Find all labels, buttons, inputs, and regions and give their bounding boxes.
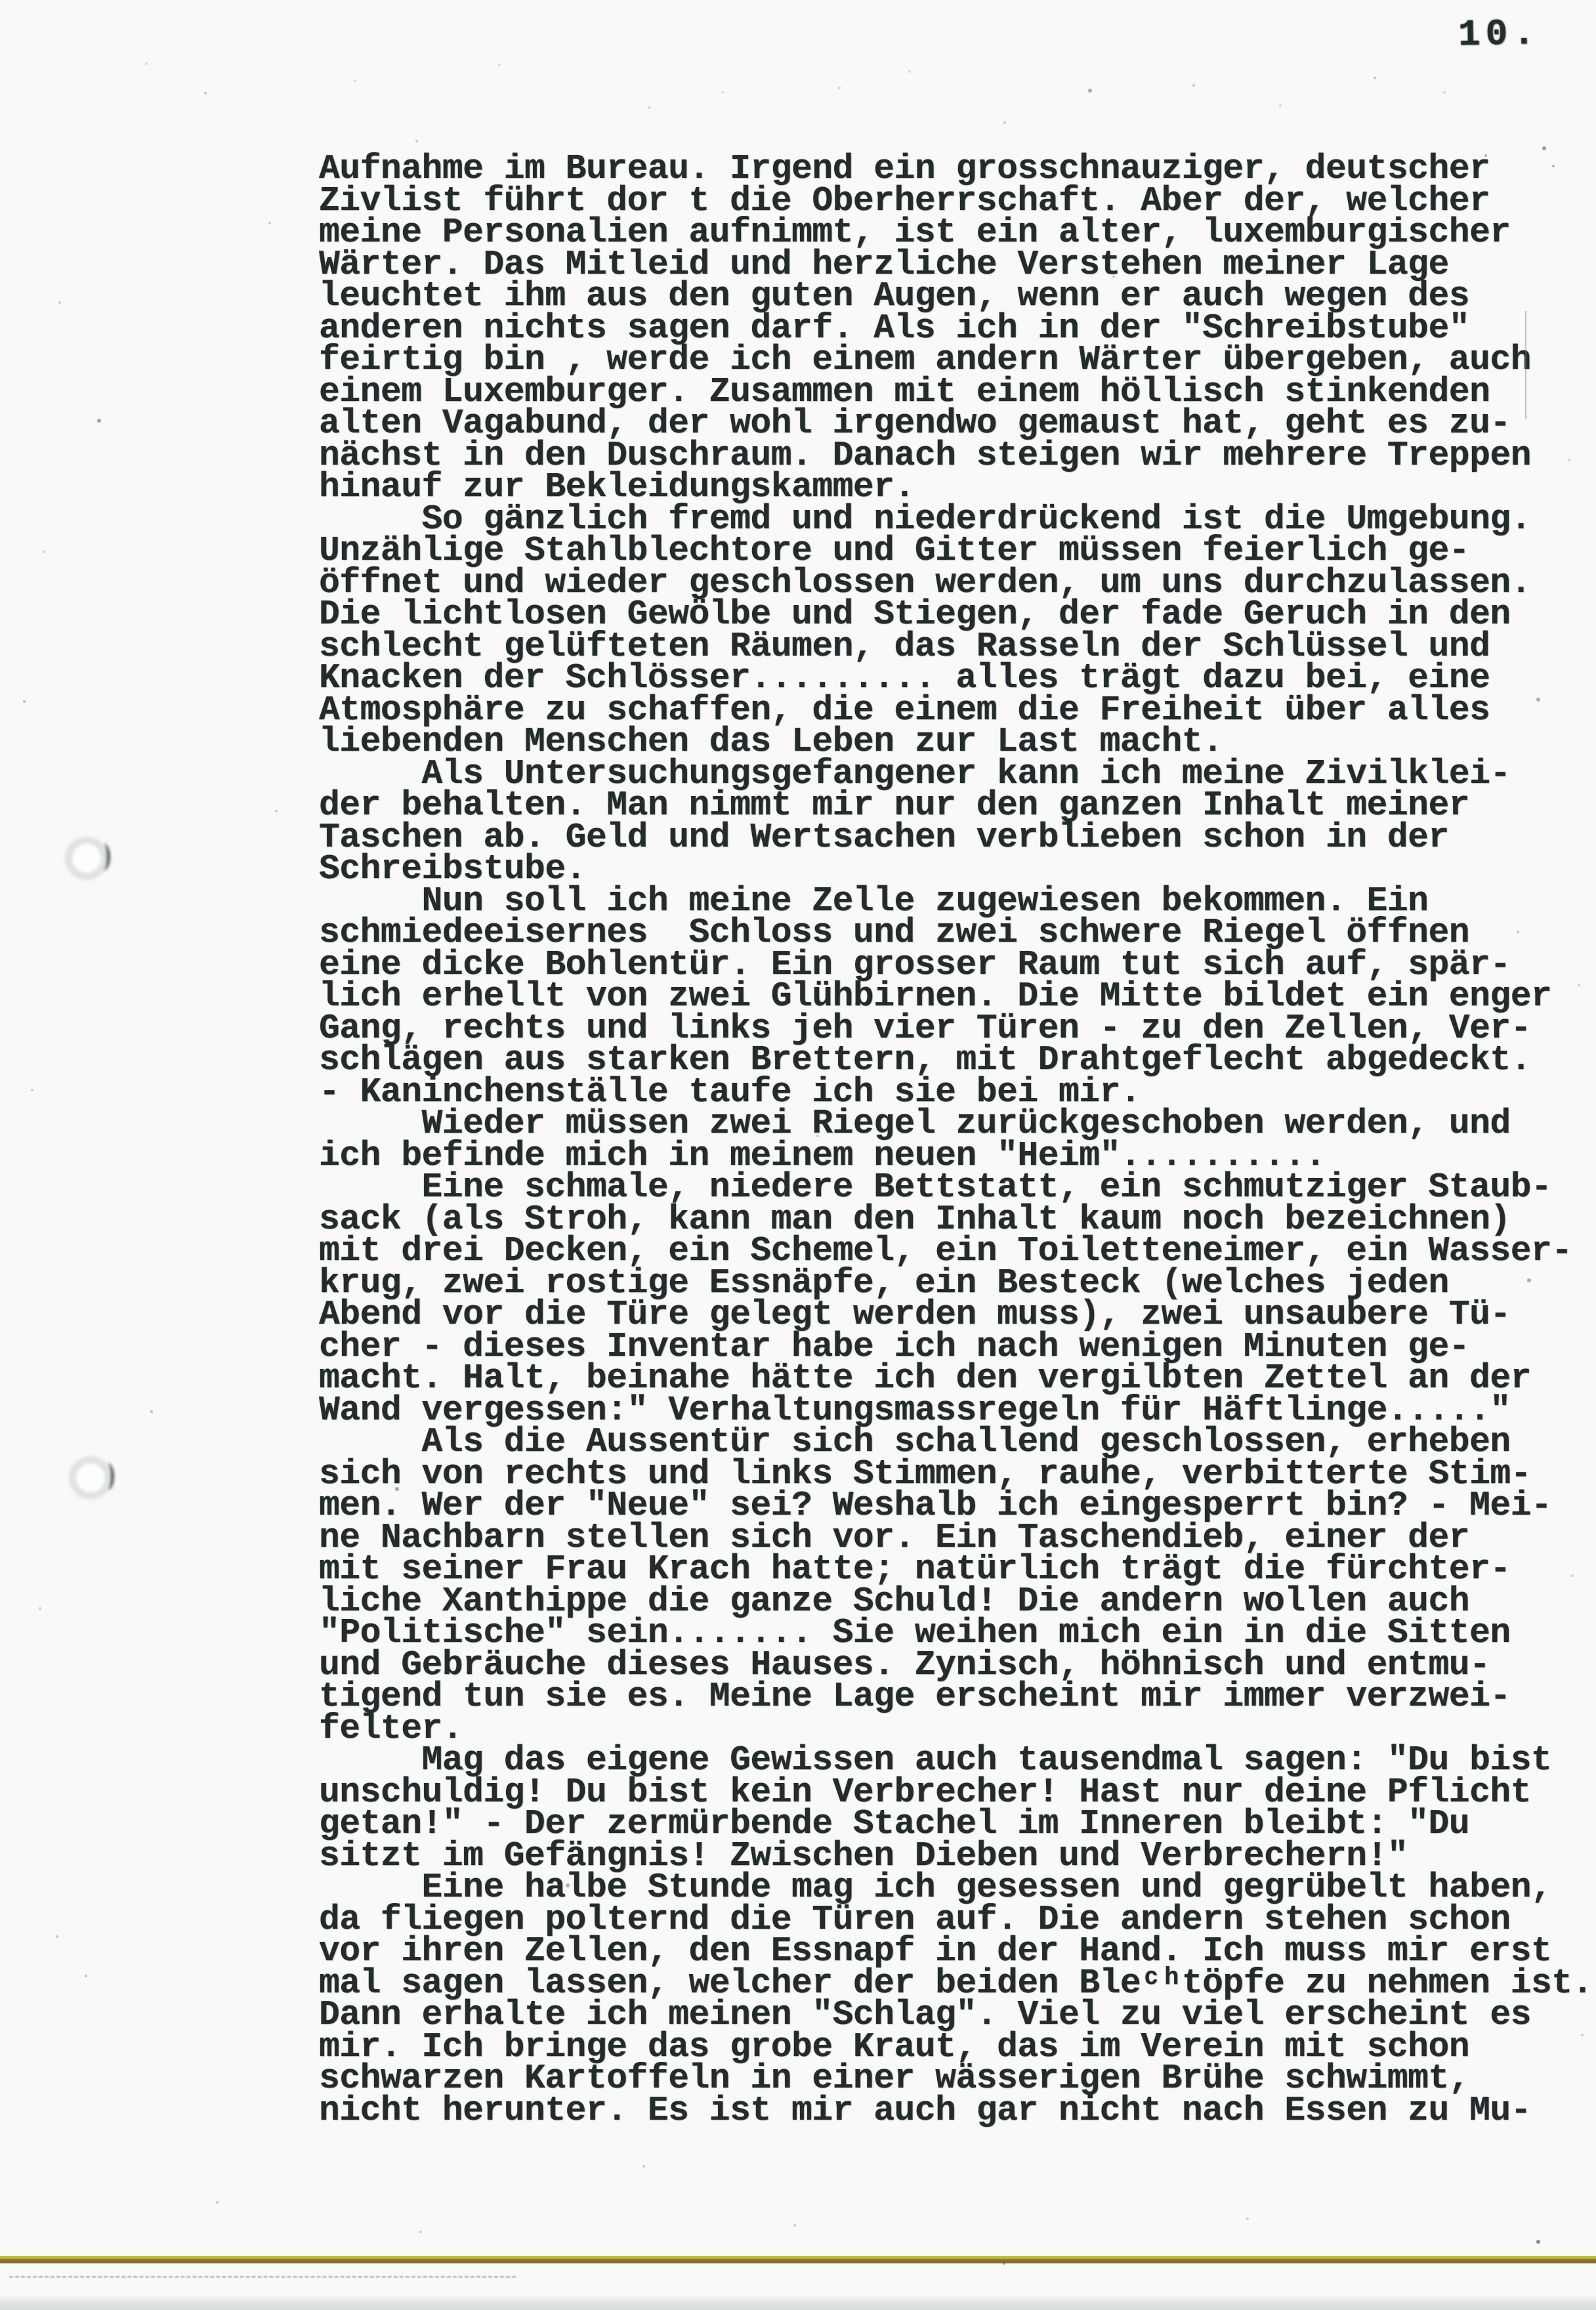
text-line: Abend vor die Türe gelegt werden muss), zwei unsaubere Tü- [319,1295,1511,1334]
text-line: men. Wer der "Neue" sei? Weshalb ich eingesperrt bin? - Mei- [319,1486,1552,1525]
text-line: Wieder müssen zwei Riegel zurückgeschoben werden, und [319,1104,1511,1143]
scan-noise [0,0,1,1]
text-line: Wärter. Das Mitleid und herzliche Verstehen meiner Lage [319,244,1449,284]
text-line: nicht herunter. Es ist mir auch gar nicht nach Essen zu Mu- [319,2090,1532,2130]
text-line: vor ihren Zellen, den Essnapf in der Hand. Ich muss mir erst [319,1931,1552,1971]
scan-artifact-dashed-line [9,2276,516,2278]
text-line: mit seiner Frau Krach hatte; natürlich trägt die fürchter- [319,1549,1511,1589]
text-line: Als die Aussentür sich schallend geschlossen, erheben [319,1422,1511,1461]
text-line: Aufnahme im Bureau. Irgend ein grosschnauziger, deutscher [319,149,1490,188]
text-line: Als Untersuchungsgefangener kann ich meine Zivilklei- [319,753,1511,793]
text-line: Mag das eigene Gewissen auch tausendmal sagen: "Du bist [319,1740,1552,1780]
text-line: Zivlist führt dor t die Oberherrschaft. Aber der, welcher [319,180,1490,220]
text-line: getan!" - Der zermürbende Stachel im Inneren bleibt: "Du [319,1804,1470,1843]
text-line: meine Personalien aufnimmt, ist ein alter, luxemburgischer [319,213,1511,252]
page-number: 10. [1458,12,1541,56]
text-line: unschuldig! Du bist kein Verbrecher! Hast nur deine Pflicht [319,1772,1532,1812]
text-line: Wand vergessen:" Verhaltungsmassregeln für Häftlinge....." [319,1390,1511,1430]
scan-artifact-line [1525,311,1526,419]
text-line: leuchtet ihm aus den guten Augen, wenn er auch wegen des [319,276,1470,316]
text-line: mal sagen lassen, welcher der beiden Bleᶜʰtöpfe zu nehmen ist. [319,1963,1593,2003]
text-line: liebenden Menschen das Leben zur Last macht. [319,722,1223,761]
text-line: cher - dieses Inventar habe ich nach wenigen Minuten ge- [319,1326,1470,1366]
text-line: anderen nichts sagen darf. Als ich in der "Schreibstube" [319,308,1470,348]
document-text-block [319,149,1596,2130]
text-line: tigend tun sie es. Meine Lage erscheint mir immer verzwei- [319,1677,1511,1716]
text-line: Eine schmale, niedere Bettstatt, ein schmutziger Staub- [319,1167,1552,1207]
punch-hole [65,837,108,880]
text-line: Unzählige Stahlblechtore und Gitter müssen feierlich ge- [319,531,1470,570]
text-line: felter. [319,1708,463,1748]
text-line: Atmosphäre zu schaffen, die einem die Freiheit über alles [319,690,1490,730]
text-line: mit drei Decken, ein Schemel, ein Toiletteneimer, ein Wasser- [319,1231,1572,1270]
text-line: schwarzen Kartoffeln in einer wässerigen Brühe schwimmt, [319,2059,1470,2098]
text-line: Gang, rechts und links jeh vier Türen - zu den Zellen, Ver- [319,1008,1532,1048]
text-line: - Kaninchenställe taufe ich sie bei mir. [319,1072,1141,1112]
text-line: liche Xanthippe die ganze Schuld! Die andern wollen auch [319,1581,1470,1621]
text-line: einem Luxemburger. Zusammen mit einem höllisch stinkenden [319,371,1490,411]
text-line: feirtig bin , werde ich einem andern Wärter übergeben, auch [319,340,1532,379]
text-line: Nun soll ich meine Zelle zugewiesen bekommen. Ein [319,881,1429,921]
scan-bottom-shadow [0,2294,1596,2310]
text-line: ich befinde mich in meinem neuen "Heim".......... [319,1135,1326,1175]
text-line: und Gebräuche dieses Hauses. Zynisch, höhnisch und entmu- [319,1645,1490,1685]
text-line: sitzt im Gefängnis! Zwischen Dieben und Verbrechern!" [319,1836,1408,1876]
text-line: Schreibstube. [319,849,586,889]
text-line: "Politische" sein....... Sie weihen mich ein in die Sitten [319,1613,1511,1652]
text-line: mir. Ich bringe das grobe Kraut, das im Verein mit schon [319,2026,1470,2067]
text-line: krug, zwei rostige Essnäpfe, ein Besteck (welches jeden [319,1263,1449,1303]
text-line: macht. Halt, beinahe hätte ich den vergilbten Zettel an der [319,1358,1532,1398]
text-line: Dann erhalte ich meinen "Schlag". Viel zu viel erscheint es [319,1995,1532,2034]
text-line: der behalten. Man nimmt mir nur den ganzen Inhalt meiner [319,786,1470,825]
page-bottom-edge-line [0,2256,1596,2263]
text-line: Taschen ab. Geld und Wertsachen verblieben schon in der [319,817,1449,857]
text-line: So gänzlich fremd und niederdrückend ist die Umgebung. [319,499,1532,539]
text-line: schlecht gelüfteten Räumen, das Rasseln der Schlüssel und [319,626,1490,666]
text-line: eine dicke Bohlentür. Ein grosser Raum tut sich auf, spär- [319,944,1511,984]
text-line: schmiedeeisernes Schloss und zwei schwere Riegel öffnen [319,913,1470,952]
text-line: hinauf zur Bekleidungskammer. [319,467,915,507]
text-line: da fliegen polternd die Türen auf. Die andern stehen schon [319,1899,1511,1939]
text-line: alten Vagabund, der wohl irgendwo gemaust hat, geht es zu- [319,404,1511,443]
text-line: Die lichtlosen Gewölbe und Stiegen, der fade Geruch in den [319,595,1511,634]
text-line: öffnet und wieder geschlossen werden, um uns durchzulassen. [319,562,1532,602]
text-line: Knacken der Schlösser......... alles trägt dazu bei, eine [319,658,1490,698]
punch-hole [69,1456,112,1500]
text-line: lich erhellt von zwei Glühbirnen. Die Mitte bildet ein enger [319,976,1552,1016]
text-line: schlägen aus starken Brettern, mit Drahtgeflecht abgedeckt. [319,1040,1532,1080]
text-line: sack (als Stroh, kann man den Inhalt kaum noch bezeichnen) [319,1199,1511,1239]
text-line: nächst in den Duschraum. Danach steigen wir mehrere Treppen [319,435,1532,475]
text-line: Eine halbe Stunde mag ich gesessen und gegrübelt haben, [319,1868,1552,1907]
text-line: sich von rechts und links Stimmen, rauhe, verbitterte Stim- [319,1454,1532,1494]
text-line: ne Nachbarn stellen sich vor. Ein Taschendieb, einer der [319,1517,1470,1557]
